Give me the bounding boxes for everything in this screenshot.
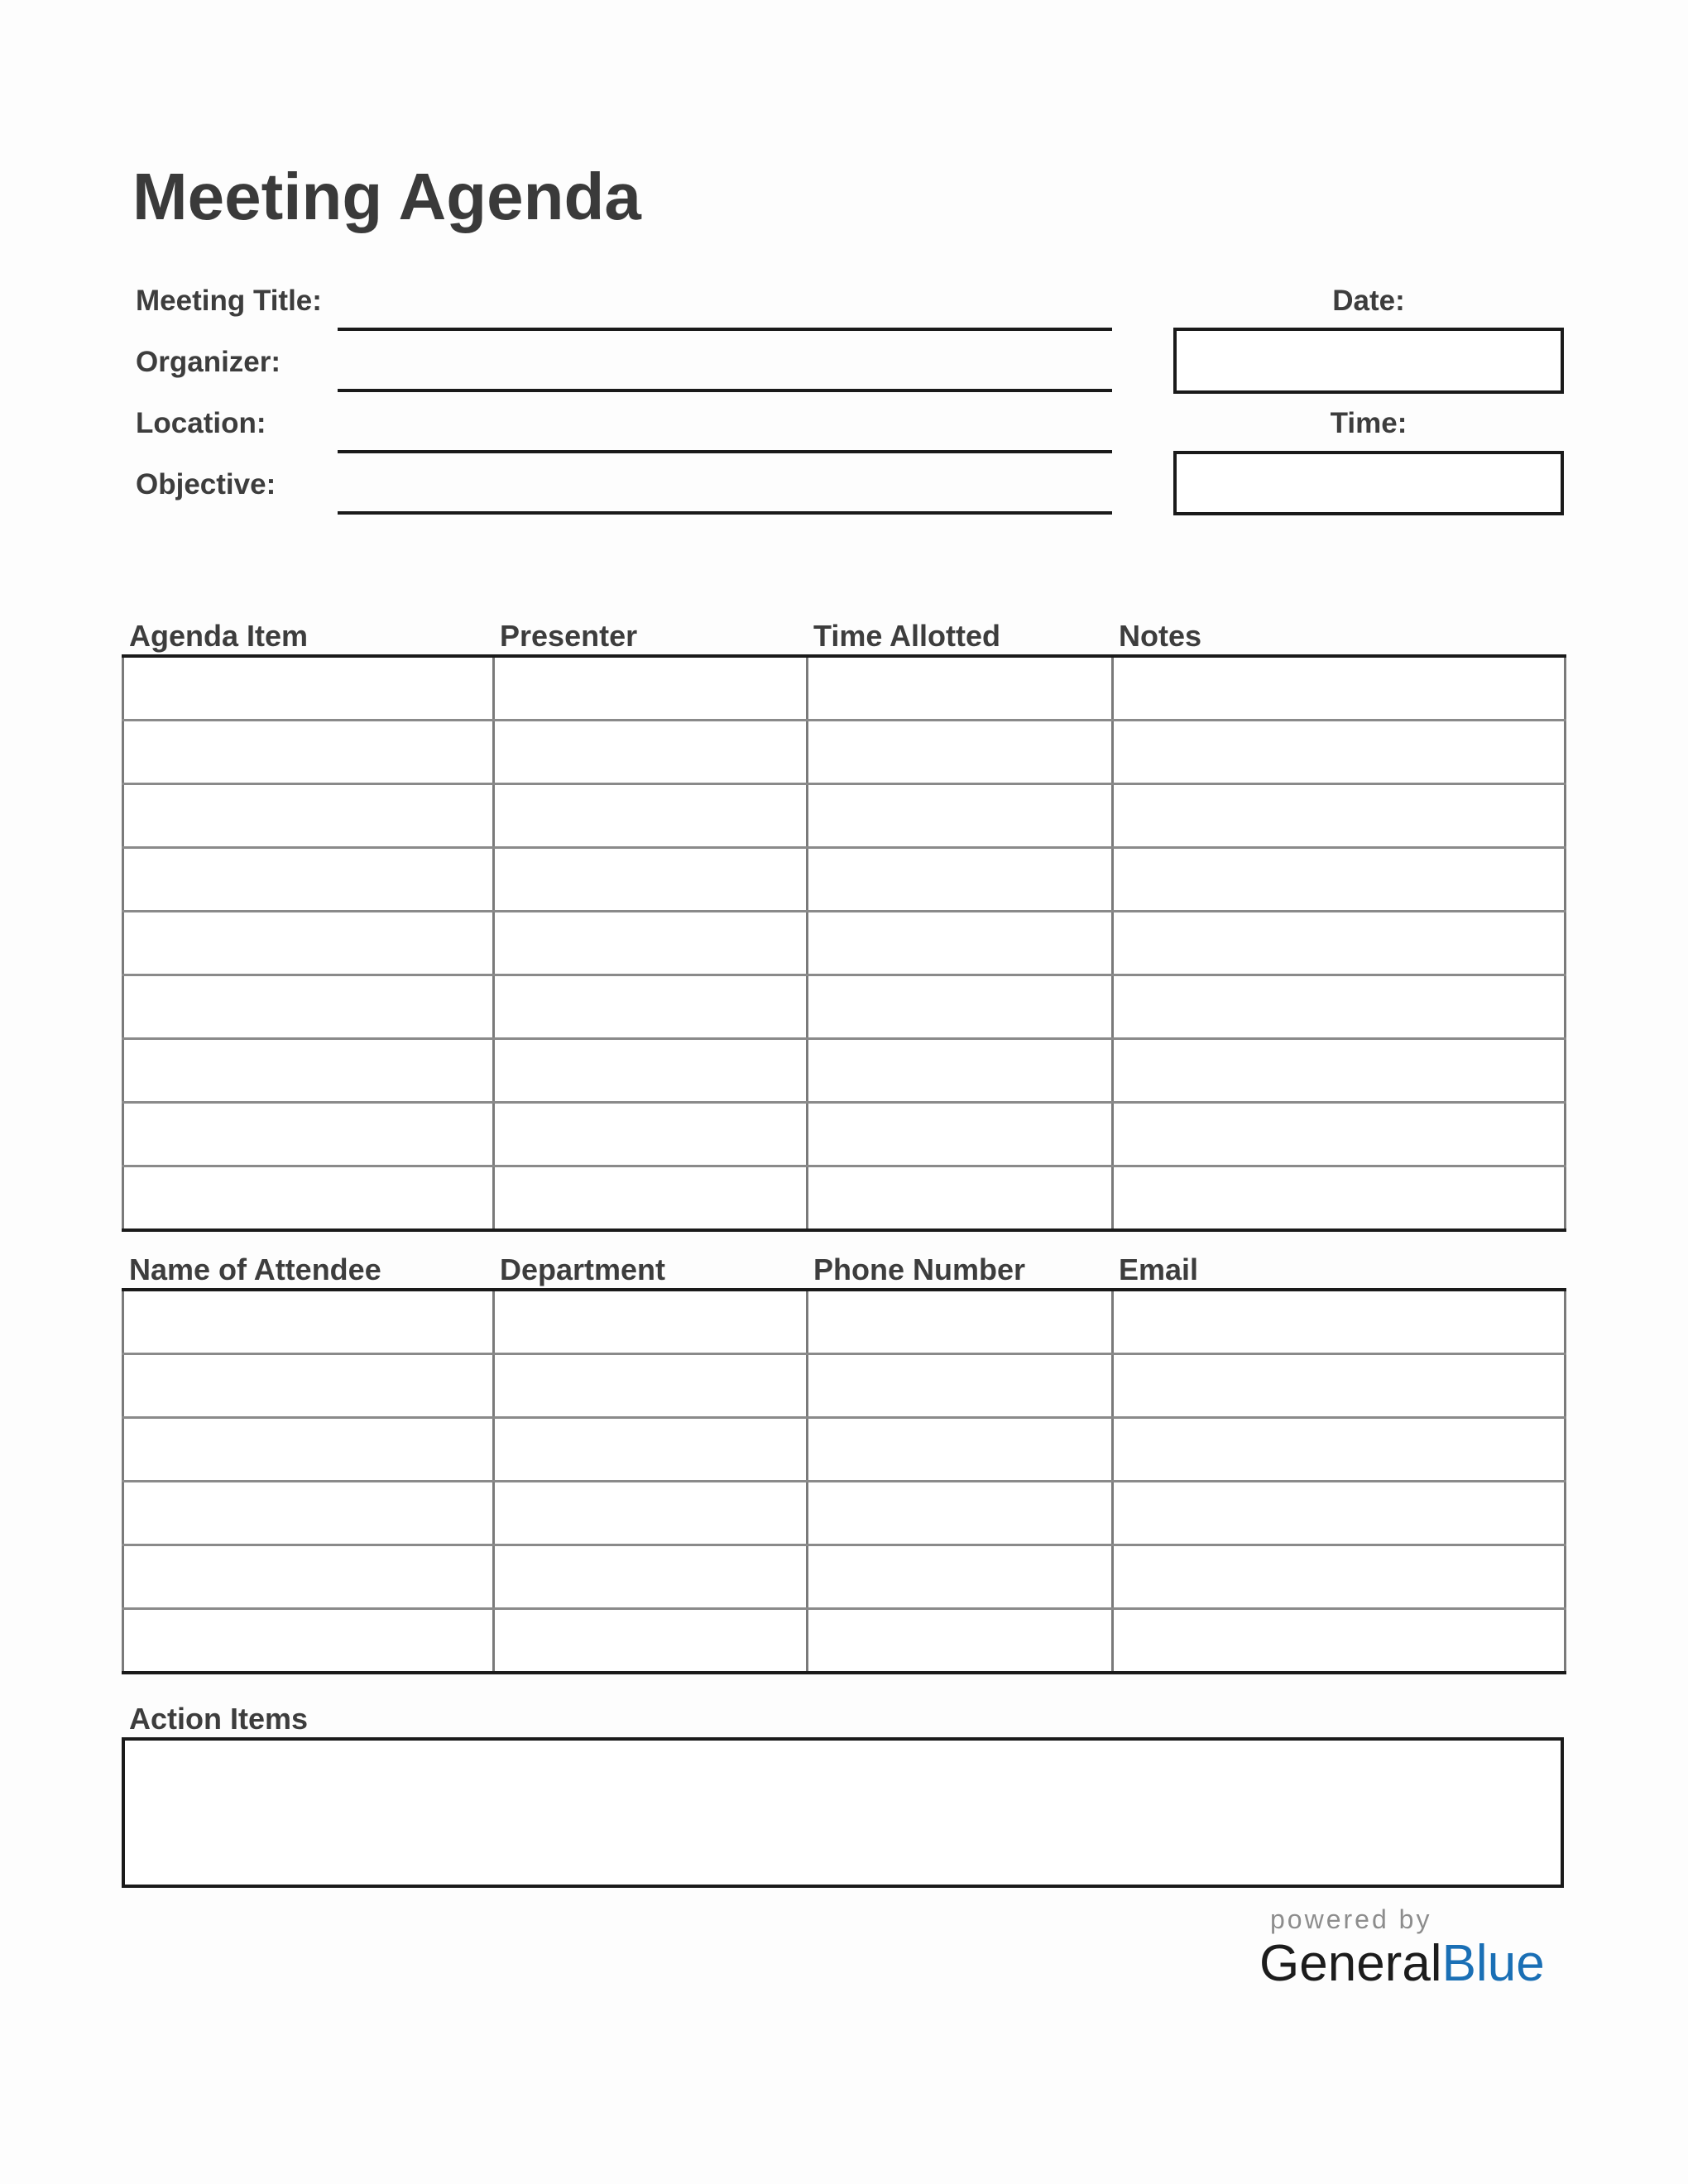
attendee-table-row — [123, 1482, 1566, 1545]
presenter-cell[interactable] — [494, 1166, 808, 1231]
email-header: Email — [1119, 1252, 1199, 1286]
phone-number-header: Phone Number — [813, 1252, 1026, 1286]
attendee-table-row — [123, 1354, 1566, 1418]
organizer-label: Organizer: — [136, 346, 281, 378]
agenda-item-cell[interactable] — [123, 656, 494, 721]
general-blue-logo — [1259, 1935, 1545, 1993]
agenda-item-cell[interactable] — [123, 975, 494, 1039]
notes-cell[interactable] — [1113, 848, 1566, 912]
department-cell[interactable] — [494, 1609, 808, 1674]
attendee-name-cell[interactable] — [123, 1354, 494, 1418]
meeting-title-line[interactable] — [338, 328, 1112, 331]
brand-name-blue: Blue — [1441, 1935, 1545, 1992]
department-cell[interactable] — [494, 1354, 808, 1418]
presenter-cell[interactable] — [494, 1039, 808, 1103]
attendee-table-row — [123, 1609, 1566, 1674]
agenda-table-row — [123, 1166, 1566, 1231]
time-allotted-cell[interactable] — [808, 784, 1113, 848]
date-field[interactable] — [1173, 328, 1564, 394]
department-cell[interactable] — [494, 1482, 808, 1545]
notes-cell[interactable] — [1113, 1039, 1566, 1103]
agenda-item-cell[interactable] — [123, 848, 494, 912]
time-label: Time: — [1330, 407, 1407, 439]
time-allotted-cell[interactable] — [808, 848, 1113, 912]
presenter-cell[interactable] — [494, 975, 808, 1039]
action-items-header — [122, 1703, 308, 1736]
department-cell[interactable] — [494, 1545, 808, 1609]
attendee-name-cell[interactable] — [123, 1482, 494, 1545]
organizer-line[interactable] — [338, 389, 1112, 392]
time-allotted-header: Time Allotted — [813, 619, 1001, 653]
attendee-table-row — [123, 1418, 1566, 1482]
agenda-table-row — [123, 1103, 1566, 1166]
attendee-name-cell[interactable] — [123, 1545, 494, 1609]
agenda-table-row — [123, 975, 1566, 1039]
attendee-name-cell[interactable] — [123, 1609, 494, 1674]
notes-cell[interactable] — [1113, 784, 1566, 848]
agenda-item-cell[interactable] — [123, 1166, 494, 1231]
objective-label: Objective: — [136, 468, 276, 500]
attendee-name-cell[interactable] — [123, 1290, 494, 1354]
notes-header: Notes — [1119, 619, 1202, 653]
attendee-table-header — [122, 1253, 1563, 1286]
phone-number-cell[interactable] — [808, 1418, 1113, 1482]
attendee-table-row — [123, 1545, 1566, 1609]
meeting-title-label: Meeting Title: — [136, 285, 322, 317]
attendee-table-row — [123, 1290, 1566, 1354]
presenter-cell[interactable] — [494, 721, 808, 784]
phone-number-cell[interactable] — [808, 1354, 1113, 1418]
email-cell[interactable] — [1113, 1290, 1566, 1354]
notes-cell[interactable] — [1113, 656, 1566, 721]
agenda-item-cell[interactable] — [123, 721, 494, 784]
date-label: Date: — [1332, 285, 1405, 317]
brand-name-general: General — [1259, 1935, 1442, 1992]
time-allotted-cell[interactable] — [808, 1039, 1113, 1103]
phone-number-cell[interactable] — [808, 1482, 1113, 1545]
time-allotted-cell[interactable] — [808, 721, 1113, 784]
agenda-table-row — [123, 721, 1566, 784]
presenter-cell[interactable] — [494, 912, 808, 975]
agenda-table — [122, 654, 1566, 1232]
agenda-table-row — [123, 656, 1566, 721]
email-cell[interactable] — [1113, 1545, 1566, 1609]
notes-cell[interactable] — [1113, 912, 1566, 975]
agenda-item-cell[interactable] — [123, 912, 494, 975]
action-items-label: Action Items — [129, 1702, 309, 1736]
time-allotted-cell[interactable] — [808, 975, 1113, 1039]
agenda-table-row — [123, 1039, 1566, 1103]
location-line[interactable] — [338, 450, 1112, 453]
presenter-cell[interactable] — [494, 656, 808, 721]
agenda-item-header: Agenda Item — [129, 619, 309, 653]
notes-cell[interactable] — [1113, 1166, 1566, 1231]
email-cell[interactable] — [1113, 1609, 1566, 1674]
agenda-item-cell[interactable] — [123, 1039, 494, 1103]
notes-cell[interactable] — [1113, 721, 1566, 784]
agenda-table-row — [123, 912, 1566, 975]
powered-by-text: powered by — [1270, 1904, 1432, 1934]
notes-cell[interactable] — [1113, 975, 1566, 1039]
attendee-table — [122, 1288, 1566, 1674]
email-cell[interactable] — [1113, 1354, 1566, 1418]
department-header: Department — [500, 1252, 666, 1286]
presenter-header: Presenter — [500, 619, 638, 653]
presenter-cell[interactable] — [494, 848, 808, 912]
agenda-item-cell[interactable] — [123, 1103, 494, 1166]
department-cell[interactable] — [494, 1290, 808, 1354]
action-items-box[interactable] — [122, 1737, 1564, 1888]
presenter-cell[interactable] — [494, 1103, 808, 1166]
agenda-item-cell[interactable] — [123, 784, 494, 848]
time-allotted-cell[interactable] — [808, 1166, 1113, 1231]
attendee-name-cell[interactable] — [123, 1418, 494, 1482]
presenter-cell[interactable] — [494, 784, 808, 848]
time-field[interactable] — [1173, 451, 1564, 515]
objective-line[interactable] — [338, 511, 1112, 515]
attendee-name-header: Name of Attendee — [129, 1252, 381, 1286]
email-cell[interactable] — [1113, 1418, 1566, 1482]
department-cell[interactable] — [494, 1418, 808, 1482]
phone-number-cell[interactable] — [808, 1290, 1113, 1354]
time-allotted-cell[interactable] — [808, 656, 1113, 721]
agenda-table-row — [123, 784, 1566, 848]
email-cell[interactable] — [1113, 1482, 1566, 1545]
agenda-table-row — [123, 848, 1566, 912]
location-label: Location: — [136, 407, 266, 439]
agenda-table-header — [122, 620, 1563, 653]
phone-number-cell[interactable] — [808, 1609, 1113, 1674]
phone-number-cell[interactable] — [808, 1545, 1113, 1609]
page-title: Meeting Agenda — [132, 160, 641, 233]
notes-cell[interactable] — [1113, 1103, 1566, 1166]
time-allotted-cell[interactable] — [808, 1103, 1113, 1166]
time-allotted-cell[interactable] — [808, 912, 1113, 975]
